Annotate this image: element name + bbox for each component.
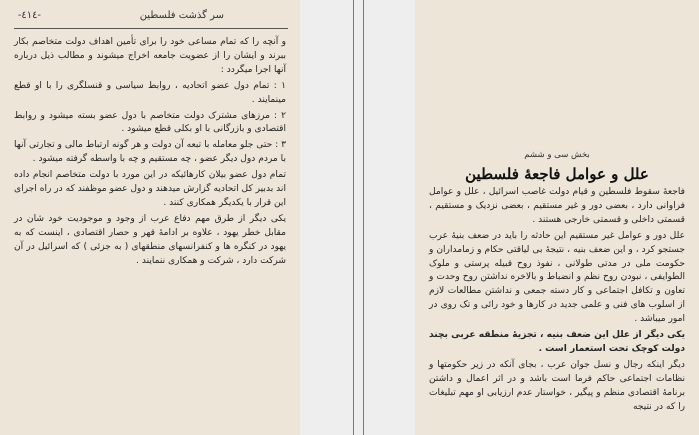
chapter-title: علل و عوامل فاجعهٔ فلسطین	[465, 165, 649, 183]
paragraph: تمام دول عضو بیلان کارهائیکه در این مورد با دولت متخاصم انجام داده اند بدبیر کل اتحادیه گزارش میدهند و دول عضو موظفند که در راه اجرای این قرار با یکدیگر همکاری کنند .	[14, 170, 286, 208]
running-title: سر گذشت فلسطین	[139, 10, 224, 21]
paragraph: ۲ : مرزهای مشترک دولت متخاصم با دول عضو بسته میشود و روابط اقتصادی و بازرگانی با او بکلی قطع میشود .	[14, 110, 286, 135]
running-header	[18, 10, 284, 24]
paragraph: فاجعهٔ سقوط فلسطین و قیام دولت غاصب اسرائیل ، علل و عوامل فراوانی دارد ، بعضی دور و غیر مستقیم ، بعضی نزدیک و مستقیم ، قسمتی داخلی و قسمتی خارجی هستند .	[429, 187, 685, 225]
left-book-page	[0, 0, 300, 435]
chapter-number: بخش سی و ششم	[524, 150, 590, 160]
right-page-body	[429, 186, 685, 417]
right-book-page	[415, 0, 699, 435]
left-page-body	[14, 36, 286, 271]
page-divider	[353, 0, 354, 435]
paragraph: دیگر اینکه رجال و نسل جوان عرب ، بجای آنکه در زیر حکومتها و نظامات اجتماعی حاکم فرما است باشد و در اثر اعمال و داشتن برنامهٔ اقتصادی منظم و پیگیر ، خواستار عدم ارزیابی او مهم تبلیغات را که در نتیجه	[429, 359, 685, 412]
paragraph: و آنچه را که تمام مساعی خود را برای تأمین اهداف دولت متخاصم بکار ببرند و ایشان را از عضویت جامعه اخراج میشوند و مطالب ذیل درباره آنها اجرا میگردد :	[14, 37, 286, 75]
paragraph: یکی دیگر از طرق مهم دفاع عرب از وجود و موجودیت خود شان در مقابل خطر یهود ، علاوه بر ادامهٔ قهر و حصار اقتصادی ، اینست که به یهود در کنگره ها و کنفرانسهای منطقهای ( به جزئی ) که اسرائیل در آن شرکت دارد ، شرکت و همکاری ننمایند .	[14, 213, 286, 266]
page-number: -٤١٤-	[18, 10, 41, 21]
header-rule	[14, 28, 288, 29]
paragraph: ۳ : حتی جلو معامله با تبعه آن دولت و هر گونه ارتباط مالی و تجارتی آنها با مردم دول دیگر عضو ، چه مستقیم و چه با واسطه گرفته میشود .	[14, 140, 286, 165]
paragraph: ۱ : تمام دول عضو اتحادیه ، روابط سیاسی و قنسلگری را با او قطع مینمایند .	[14, 80, 286, 105]
paragraph: یکی دیگر از علل این ضعف بنیه ، تجزیهٔ منطقه عربی بچند دولت کوچک تحت استعمار است .	[429, 330, 685, 354]
paragraph: علل دور و عوامل غیر مستقیم این حادثه را باید در ضعف بنیهٔ عرب جستجو کرد ، و این ضعف بنیه ، نتیجهٔ بی لیاقتی حکام و زمامداران و حکومت ملی در مدتی طولانی ، نفوذ روح قبیله پرستی و ملوک الطوایفی ، نبودن روح نظم و انضباط و بالاخره نداشتن روح وحدت و تعاون و تکافل اجتماعی و کار دسته جمعی و نداشتن مطالعات لازم از اسلوب های فنی و علمی جدید در کارها و خود رائی و تک روی در امور میباشد .	[429, 230, 685, 325]
page-divider	[363, 0, 364, 435]
